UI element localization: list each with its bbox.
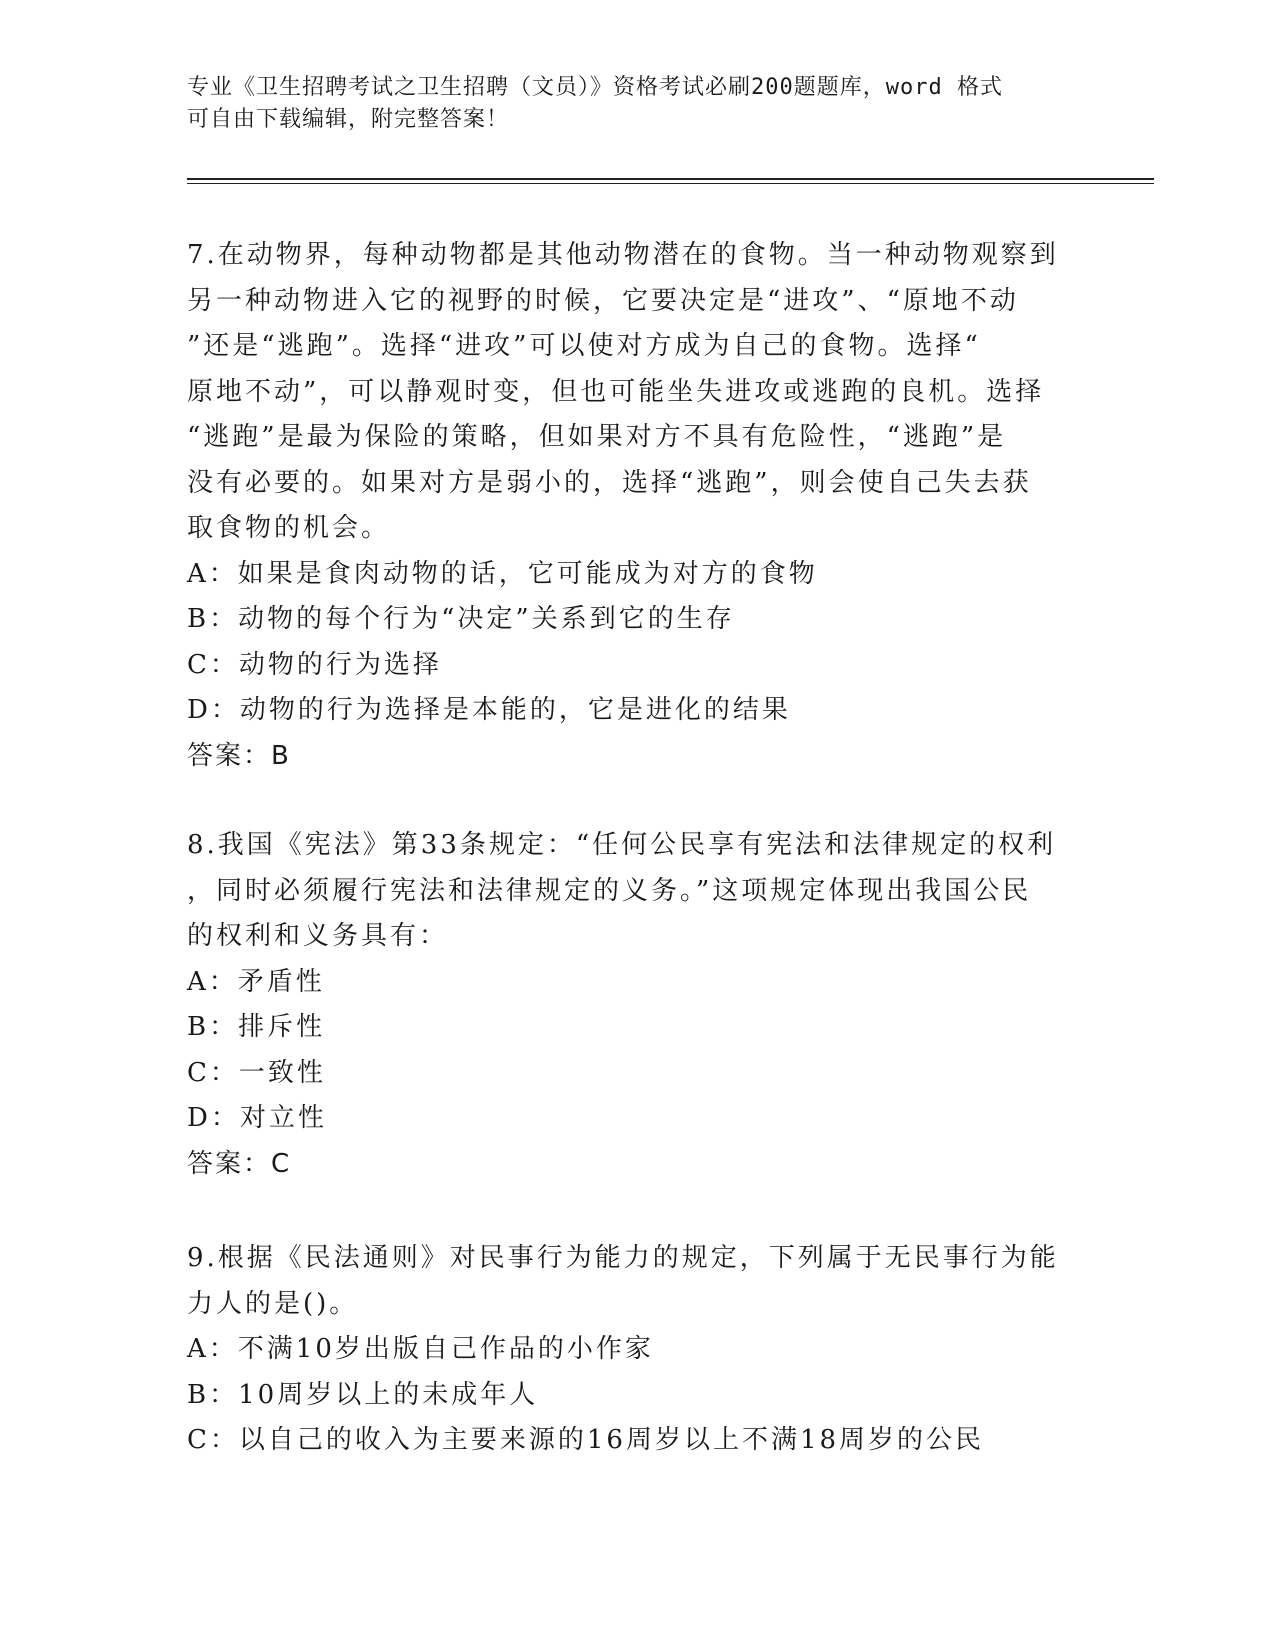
question-stem-line: 取食物的机会。 bbox=[187, 513, 391, 543]
document-header bbox=[187, 72, 1087, 136]
header-rule-thick bbox=[187, 178, 1154, 180]
option-b: B：排斥性 bbox=[187, 1012, 326, 1042]
question-stem-line: 的权利和义务具有： bbox=[187, 921, 449, 951]
question-stem-line: 9.根据《民法通则》对民事行为能力的规定，下列属于无民事行为能 bbox=[187, 1243, 1059, 1273]
header-line-2: 可自由下载编辑，附完整答案！ bbox=[187, 107, 510, 132]
question-stem-line: 8.我国《宪法》第33条规定：“任何公民享有宪法和法律规定的权利 bbox=[187, 830, 1057, 860]
question-stem-line: “逃跑”是最为保险的策略，但如果对方不具有危险性，“逃跑”是 bbox=[187, 422, 1007, 452]
option-a: A：不满10岁出版自己作品的小作家 bbox=[187, 1334, 654, 1364]
option-a: A：如果是食肉动物的话，它可能成为对方的食物 bbox=[187, 558, 818, 589]
question-stem-line: 原地不动”，可以静观时变，但也可能坐失进攻或逃跑的良机。选择 bbox=[187, 376, 1045, 407]
option-b: B：10周岁以上的未成年人 bbox=[187, 1379, 539, 1410]
option-c: C：一致性 bbox=[187, 1057, 326, 1088]
question-7 bbox=[187, 233, 1087, 779]
header-rule-thin bbox=[187, 183, 1154, 184]
option-a: A：矛盾性 bbox=[187, 966, 325, 997]
option-d: D：对立性 bbox=[187, 1103, 327, 1133]
question-stem-line: 7.在动物界，每种动物都是其他动物潜在的食物。当一种动物观察到 bbox=[187, 240, 1059, 270]
question-stem-line: ”还是“逃跑”。选择“进攻”可以使对方成为自己的食物。选择“ bbox=[187, 331, 981, 361]
question-8 bbox=[187, 823, 1087, 1187]
question-stem-line: 没有必要的。如果对方是弱小的，选择“逃跑”，则会使自己失去获 bbox=[187, 467, 1032, 498]
question-stem-line: ，同时必须履行宪法和法律规定的义务。”这项规定体现出我国公民 bbox=[187, 875, 1032, 906]
question-9 bbox=[187, 1236, 1087, 1464]
answer-line: 答案：B bbox=[187, 740, 291, 771]
option-c: C：动物的行为选择 bbox=[187, 649, 442, 680]
answer-line: 答案：C bbox=[187, 1148, 292, 1179]
header-line-1: 专业《卫生招聘考试之卫生招聘（文员）》资格考试必刷200题题库，word 格式 bbox=[187, 75, 1003, 100]
option-d: D：动物的行为选择是本能的，它是进化的结果 bbox=[187, 695, 791, 725]
option-c: C：以自己的收入为主要来源的16周岁以上不满18周岁的公民 bbox=[187, 1425, 985, 1455]
option-b: B：动物的每个行为“决定”关系到它的生存 bbox=[187, 604, 735, 634]
question-stem-line: 力人的是()。 bbox=[187, 1288, 359, 1319]
question-stem-line: 另一种动物进入它的视野的时候，它要决定是“进攻”、“原地不动 bbox=[187, 285, 1019, 316]
